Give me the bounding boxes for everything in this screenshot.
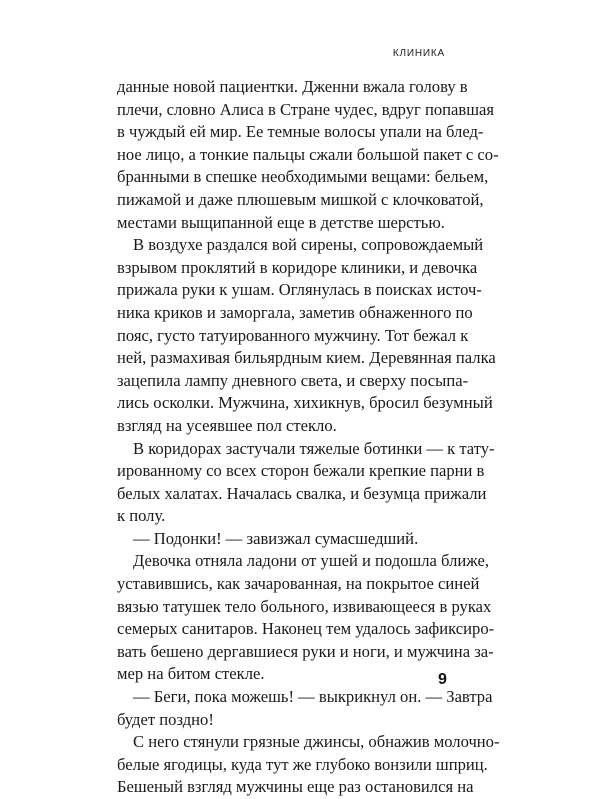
- text-line: пояс, густо татуированного мужчину. Тот бежал к: [117, 325, 469, 345]
- text-line: — Подонки! — завизжал сумасшедший.: [133, 528, 419, 548]
- text-line: С него стянули грязные джинсы, обнажив молочно-: [133, 732, 500, 752]
- text-line: Бешеный взгляд мужчины еще раз остановился на: [117, 777, 474, 797]
- text-line: ное лицо, а тонкие пальцы сжали большой пакет с со-: [117, 144, 499, 164]
- text-line: в чуждый ей мир. Ее темные волосы упали на блед-: [117, 122, 484, 142]
- text-line: мер на битом стекле.: [117, 664, 265, 684]
- text-line: В воздухе раздался вой сирены, сопровождаемый: [133, 235, 484, 255]
- page-number: 9: [438, 671, 447, 688]
- text-line: местами выщипанной еще в детстве шерстью.: [117, 212, 445, 232]
- body-text: [117, 76, 500, 799]
- text-line: ника криков и заморгала, заметив обнаженного по: [117, 302, 473, 322]
- text-line: прижала руки к ушам. Оглянулась в поисках источ-: [117, 280, 482, 300]
- text-line: Девочка отняла ладони от ушей и подошла ближе,: [133, 551, 490, 571]
- text-line: данные новой пациентки. Дженни вжала голову в: [117, 77, 468, 96]
- text-line: будет поздно!: [117, 709, 214, 729]
- text-line: семерых санитаров. Наконец тем удалось зафиксиро-: [117, 619, 495, 639]
- text-line: бранными в спешке необходимыми вещами: бельем,: [117, 167, 489, 187]
- text-line: белых халатах. Началась свалка, и безумца прижали: [117, 483, 487, 503]
- text-line: взгляд на усеявшее пол стекло.: [117, 415, 337, 435]
- text-line: зацепила лампу дневного света, и сверху посыпа-: [117, 370, 469, 390]
- text-line: пижамой и даже плюшевым мишкой с клочковатой,: [117, 189, 484, 209]
- text-line: лись осколки. Мужчина, хихикнув, бросил безумный: [117, 393, 493, 413]
- text-line: белые ягодицы, куда тут же глубоко вонзили шприц.: [117, 754, 488, 774]
- text-line: вать бешено дергавшиеся руки и ноги, и мужчина за-: [117, 641, 494, 661]
- text-line: В коридорах застучали тяжелые ботинки — к тату-: [133, 438, 495, 458]
- text-line: плечи, словно Алиса в Стране чудес, вдруг попавшая: [117, 99, 495, 119]
- text-line: к полу.: [117, 506, 166, 526]
- running-head: КЛИНИКА: [392, 48, 445, 59]
- text-line: — Беги, пока можешь! — выкрикнул он. — Завтра: [133, 687, 493, 707]
- text-line: ированному со всех сторон бежали крепкие парни в: [117, 461, 485, 481]
- text-line: взрывом проклятий в коридоре клиники, и девочка: [117, 257, 478, 277]
- text-line: ней, размахивая бильярдным кием. Деревянная палка: [117, 348, 496, 368]
- text-line: уставившись, как зачарованная, на покрытое синей: [117, 574, 480, 594]
- text-line: вязью татушек тело больного, извивающееся в руках: [117, 596, 492, 616]
